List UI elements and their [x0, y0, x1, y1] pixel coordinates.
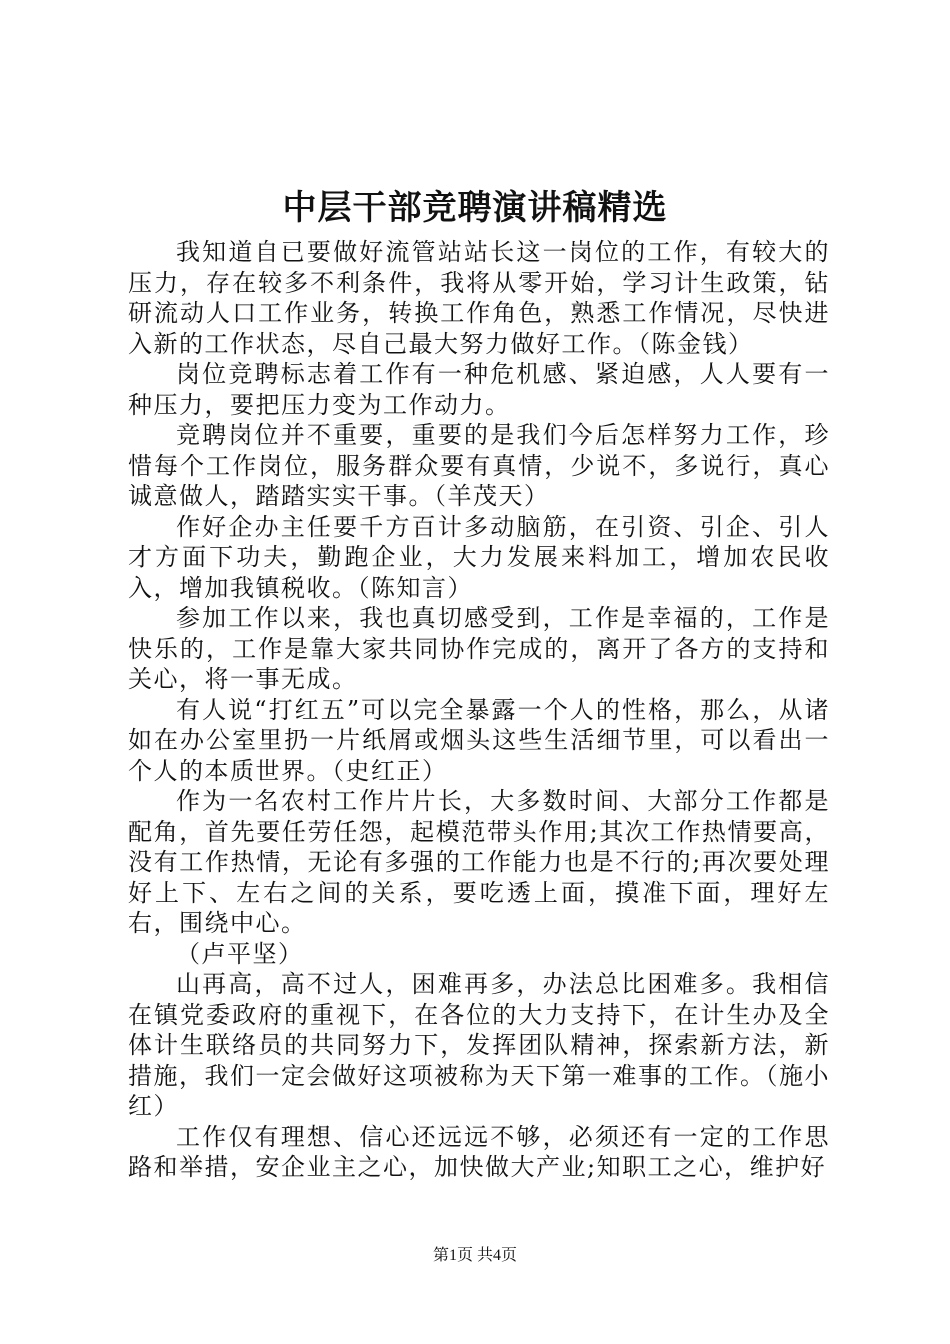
paragraph-4: 作好企办主任要千方百计多动脑筋，在引资、引企、引人才方面下功夫，勤跑企业，大力发展来料加工，增加农民收入，增加我镇税收。（陈知言）: [128, 512, 830, 602]
document-body: [128, 237, 830, 1183]
paragraph-6: 有人说“打红五”可以完全暴露一个人的性格，那么，从诸如在办公室里扔一片纸屑或烟头这些生活细节里，可以看出一个人的本质世界。（史红正）: [128, 695, 830, 785]
paragraph-7: 作为一名农村工作片片长，大多数时间、大部分工作都是配角，首先要任劳任怨，起模范带头作用;其次工作热情要高，没有工作热情，无论有多强的工作能力也是不行的;再次要处理好上下、左右之间的关系，要吃透上面，摸准下面，理好左右，围绕中心。: [128, 787, 830, 937]
document-title: 中层干部竞聘演讲稿精选: [282, 188, 668, 228]
paragraph-5: 参加工作以来，我也真切感受到，工作是幸福的，工作是快乐的，工作是靠大家共同协作完成的，离开了各方的支持和关心，将一事无成。: [128, 604, 830, 693]
paragraph-3: 竞聘岗位并不重要，重要的是我们今后怎样努力工作，珍惜每个工作岗位，服务群众要有真情，少说不，多说行，真心诚意做人，踏踏实实干事。（羊茂天）: [128, 421, 830, 510]
paragraph-8: （卢平坚）: [176, 939, 304, 968]
paragraph-2: 岗位竞聘标志着工作有一种危机感、紧迫感，人人要有一种压力，要把压力变为工作动力。: [128, 360, 830, 419]
paragraph-1: 我知道自已要做好流管站站长这一岗位的工作，有较大的压力，存在较多不利条件，我将从零开始，学习计生政策，钻研流动人口工作业务，转换工作角色，熟悉工作情况，尽快进入新的工作状态，尽自己最大努力做好工作。（陈金钱）: [128, 238, 830, 358]
page-footer: 第1页 共4页: [432, 1247, 517, 1264]
paragraph-9: 山再高，高不过人，困难再多，办法总比困难多。我相信在镇党委政府的重视下，在各位的大力支持下，在计生办及全体计生联络员的共同努力下，发挥团队精神，探索新方法，新措施，我们一定会做好这项被称为天下第一难事的工作。（施小红）: [128, 970, 830, 1120]
paragraph-10: 工作仅有理想、信心还远远不够，必须还有一定的工作思路和举措，安企业主之心，加快做大产业;知职工之心，维护好: [128, 1122, 830, 1181]
